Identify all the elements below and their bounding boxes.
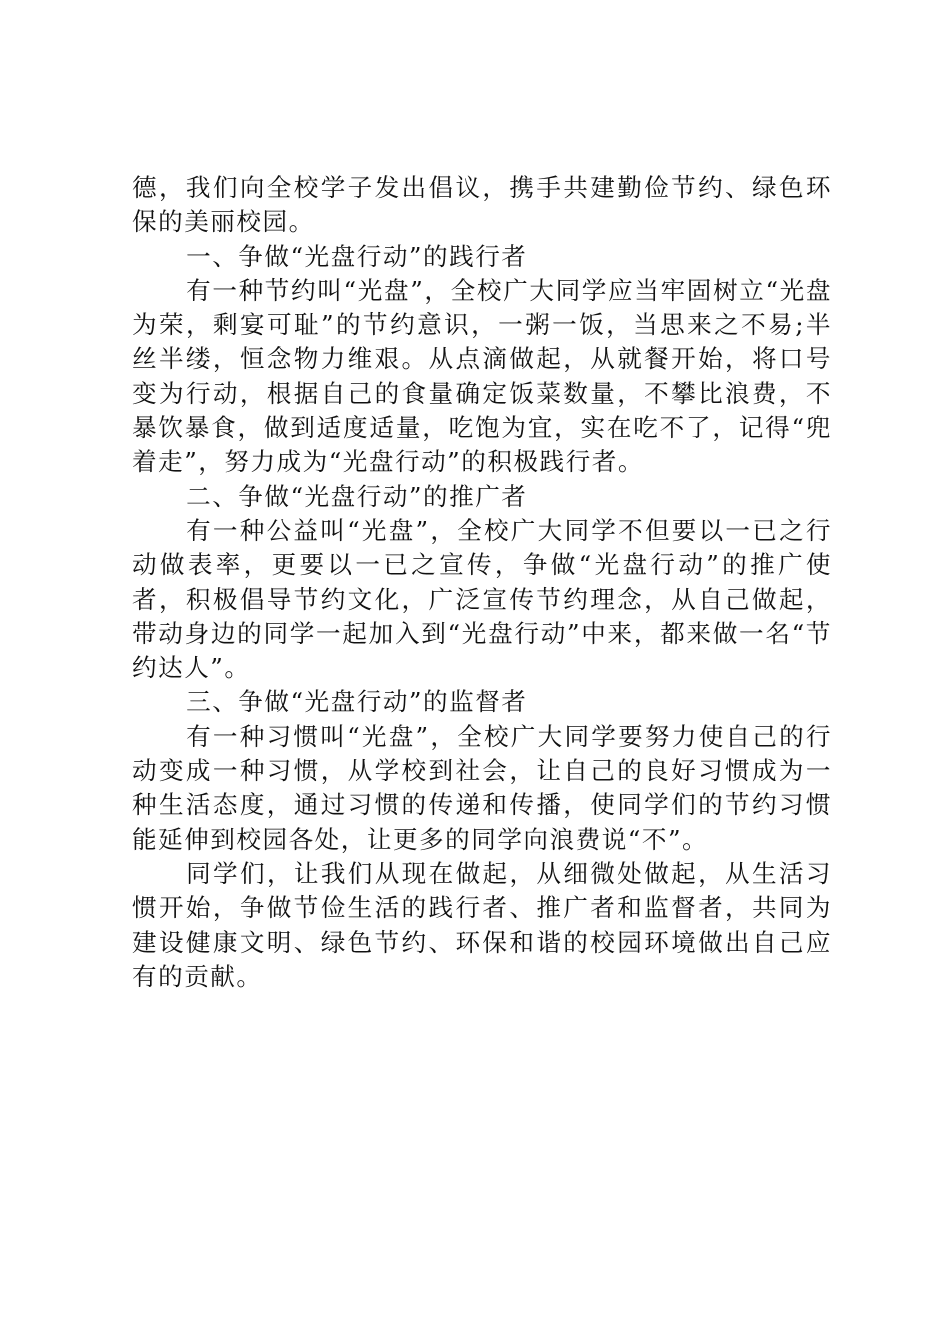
paragraph-section-1: 有一种节约叫“光盘”，全校广大同学应当牢固树立“光盘为荣，剩宴可耻”的节约意识，一粥一饭，当思来之不易;半丝半缕，恒念物力维艰。从点滴做起，从就餐开始，将口号变为行动，根据自己的食量确定饭菜数量，不攀比浪费，不暴饮暴食，做到适度适量，吃饱为宜，实在吃不了，记得“兜着走”，努力成为“光盘行动”的积极践行者。	[132, 275, 832, 477]
paragraph-section-2: 有一种公益叫“光盘”，全校广大同学不但要以一已之行动做表率，更要以一已之宣传，争做“光盘行动”的推广使者，积极倡导节约文化，广泛宣传节约理念，从自己做起，带动身边的同学一起加入到“光盘行动”中来，都来做一名“节约达人”。	[132, 515, 832, 683]
paragraph-closing: 同学们，让我们从现在做起，从细微处做起，从生活习惯开始，争做节俭生活的践行者、推广者和监督者，共同为建设健康文明、绿色节约、环保和谐的校园环境做出自己应有的贡献。	[132, 858, 832, 991]
section-heading-1: 一、争做“光盘行动”的践行者	[186, 241, 528, 271]
section-heading-3: 三、争做“光盘行动”的监督者	[186, 687, 528, 717]
paragraph-continuation: 德，我们向全校学子发出倡议，携手共建勤俭节约、绿色环保的美丽校园。	[132, 173, 832, 237]
document-body	[132, 171, 832, 994]
section-heading-2: 二、争做“光盘行动”的推广者	[186, 481, 528, 511]
paragraph-section-3: 有一种习惯叫“光盘”，全校广大同学要努力使自己的行动变成一种习惯，从学校到社会，让自己的良好习惯成为一种生活态度，通过习惯的传递和传播，使同学们的节约习惯能延伸到校园各处，让更多的同学向浪费说“不”。	[132, 721, 832, 854]
